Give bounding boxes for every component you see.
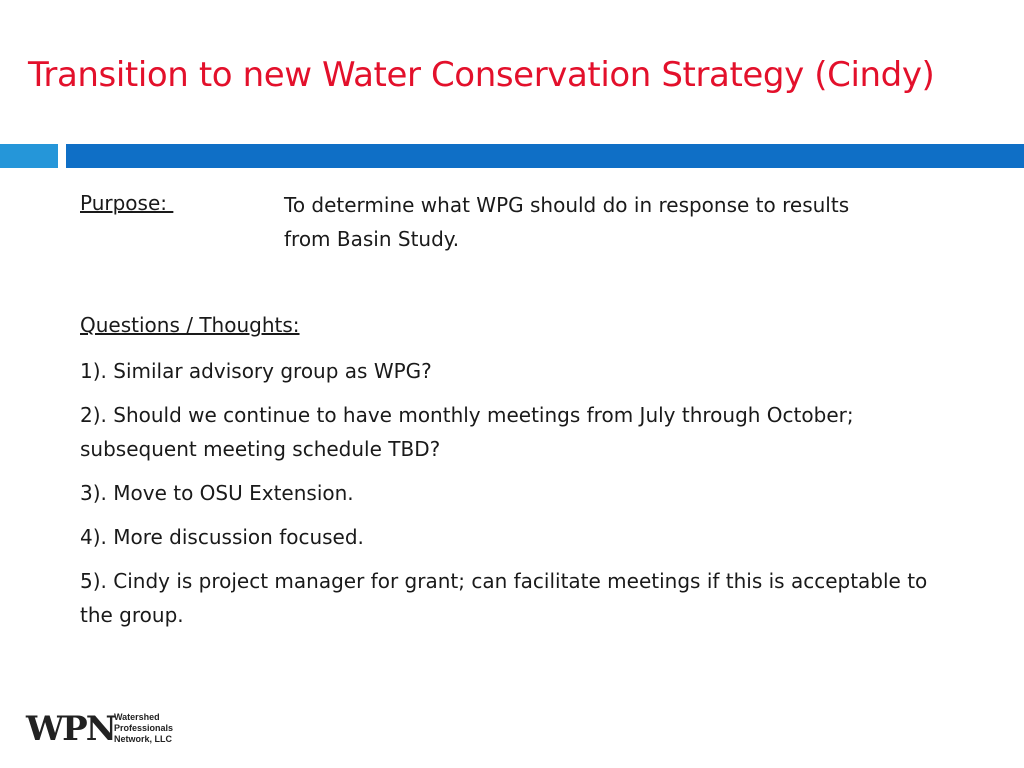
purpose-text: To determine what WPG should do in response to results from Basin Study. bbox=[284, 193, 850, 251]
question-item: 3). Move to OSU Extension. bbox=[80, 481, 354, 505]
header-accent-bar-left bbox=[0, 144, 58, 168]
questions-heading: Questions / Thoughts: bbox=[80, 313, 300, 337]
question-item: 5). Cindy is project manager for grant; can facilitate meetings if this is acceptable to the group. bbox=[80, 569, 928, 627]
logo-mark: WPN bbox=[26, 709, 115, 749]
question-list bbox=[80, 354, 960, 642]
question-item: 2). Should we continue to have monthly meetings from July through October; subsequent meeting schedule TBD? bbox=[80, 403, 854, 461]
logo-line: Network, LLC bbox=[114, 734, 173, 744]
question-item: 1). Similar advisory group as WPG? bbox=[80, 359, 432, 383]
logo-wordmark bbox=[114, 712, 173, 745]
wpn-logo bbox=[26, 708, 186, 752]
logo-line: Professionals bbox=[114, 723, 174, 733]
logo-line: Watershed bbox=[114, 712, 160, 722]
header-accent-bar bbox=[66, 144, 1024, 168]
slide-title: Transition to new Water Conservation Strategy (Cindy) bbox=[28, 55, 935, 95]
purpose-label: Purpose: bbox=[80, 191, 174, 215]
question-item: 4). More discussion focused. bbox=[80, 525, 364, 549]
